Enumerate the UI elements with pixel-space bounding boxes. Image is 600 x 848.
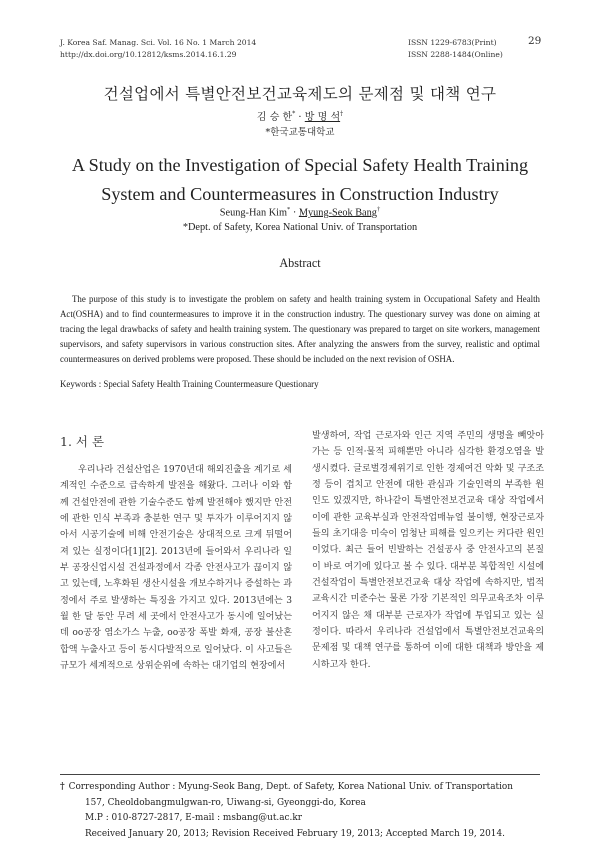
corresponding-author-footnote (60, 780, 560, 842)
footnote-line1: Corresponding Author : Myung-Seok Bang, Dept. of Safety, Korea National Univ. of Transportation (68, 782, 513, 792)
korean-title: 건설업에서 특별안전보건교육제도의 문제점 및 대책 연구 (103, 85, 497, 103)
abstract-text: The purpose of this study is to investigate the problem on safety and health training system in Occupational Safety and Health Act(OSHA) and to find countermeasures to improve it in the construction industry. The questionary survey was done on aiming at tracing the legal drawbacks of safety and health training system. The questionary was prepared to target on site workers, management supervisors, and safety supervisors in various construction sites. After analyzing the answers from the survey, realistic and optimal countermeasures on derived problems were proposed. These should be included on the next revision of OSHA. (60, 294, 540, 365)
issn-print: ISSN 1229-6783(Print) (408, 38, 497, 47)
author-separator: · (295, 112, 305, 123)
intro-right-column: 발생하여, 작업 근로자와 인근 지역 주민의 생명을 빼앗아가는 등 인적·물적 피해뿐만 아니라 심각한 환경오염을 발생시켰다. 글로벌경제위기로 인한 경제여건 악화 및 구조조정 등이 겹치고 안전에 대한 관심과 기술인력의 부족한 원인도 있겠지만, 하나같이 특별안전보건교육 대상 작업에서 이에 관한 교육부실과 안전작업매뉴얼 불이행, 현장근로자들의 초기대응 미숙이 엄청난 피해를 일으키는 커다란 원인이었다. 최근 들어 빈발하는 건설공사 중 안전사고의 본질이 바로 여기에 있다고 볼 수 있다. 대부분 복합적인 시설에 건설작업이 특별안전보건교육 대상 작업에 속하지만, 법적 교육시간 미준수는 물론 가장 기본적인 의무교육조차 이루어지지 않은 채 대부분 근로자가 작업에 투입되고 있는 실정이다. 따라서 우리나라 건설업에서 특별안전보건교육의 문제점 및 대책 연구를 통하여 이에 대한 대책과 방안을 제시하고자 한다. (312, 431, 544, 670)
footnote-mark: † (60, 782, 65, 792)
korean-affiliation: *한국교통대학교 (265, 127, 335, 138)
english-authors (0, 206, 600, 218)
keywords: Keywords : Special Safety Health Training Countermeasure Questionary (60, 379, 319, 389)
author-en-separator: · (290, 207, 299, 219)
author2-en-mark: † (376, 206, 381, 213)
abstract-heading: Abstract (279, 256, 321, 270)
page-number: 29 (528, 35, 542, 47)
journal-citation: J. Korea Saf. Manag. Sci. Vol. 16 No. 1 March 2014 (60, 38, 257, 47)
author1-en: Seung-Han Kim (219, 207, 288, 219)
english-title-line2: System and Countermeasures in Construction Industry (101, 184, 499, 204)
english-affiliation: *Dept. of Safety, Korea National Univ. of Transportation (182, 222, 418, 233)
footnote-rule (60, 774, 540, 775)
author1-en-mark: * (287, 206, 291, 213)
author2-ko: 방 명 석 (304, 112, 341, 123)
author1-mark: * (292, 110, 296, 118)
author2-en: Myung-Seok Bang (298, 207, 377, 219)
author2-mark: † (340, 110, 344, 118)
abstract-body (60, 292, 540, 367)
section-heading: 1. 서 론 (60, 434, 105, 449)
footnote-line3: M.P : 010-8727-2817, E-mail : msbang@ut.ac.kr (85, 813, 302, 823)
korean-authors (0, 108, 600, 123)
english-title-line1: A Study on the Investigation of Special Safety Health Training (71, 155, 529, 175)
author1-ko: 김 승 한 (256, 112, 293, 123)
footnote-line4: Received January 20, 2013; Revision Received February 19, 2013; Accepted March 19, 2014. (85, 828, 505, 839)
footnote-line2: 157, Cheoldobangmulgwan-ro, Uiwang-si, Gyeonggi-do, Korea (85, 797, 366, 808)
intro-left-column: 우리나라 건설산업은 1970년대 해외진출을 계기로 세계적인 수준으로 급속하게 발전을 해왔다. 그러나 이와 함께 건설안전에 관한 기술수준도 함께 발전해야 했지만 안전에 관한 인식 부족과 충분한 연구 및 투자가 이루어지지 않아서 시공기술에 비해 안전기술은 상대적으로 크게 뒤떨어져 있는 실정이다[1][2]. 2013년에 들어와서 우리나라 일부 공장신업시설 건설과정에서 각종 안전사고가 끊이지 않고 있는데, 노후화된 생산시설을 개보수하거나 증설하는 과정에서 주로 발생하는 특징을 가지고 있다. 2013년에는 3월 한 달 동안 무려 세 곳에서 안전사고가 동시에 일어났는데 oo공장 염소가스 누출, oo공장 폭발 화재, 공장 불산혼합액 누출사고 등이 동시다발적으로 일어났다. 이 사고들은 규모가 세계적으로 상위순위에 속하는 대기업의 현장에서 (60, 465, 292, 672)
doi-link[interactable]: http://dx.doi.org/10.12812/ksms.2014.16.1.29 (60, 50, 237, 59)
issn-online: ISSN 2288-1484(Online) (408, 50, 503, 59)
